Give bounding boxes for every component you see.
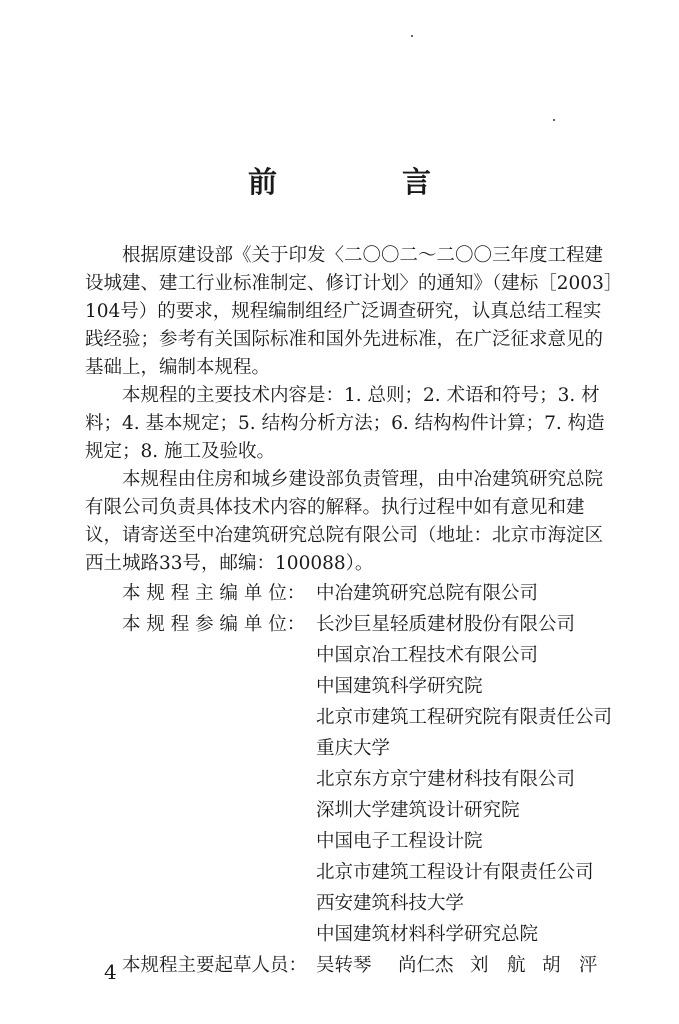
- paragraph-3-line: 有限公司负责具体技术内容的解释。执行过程中如有意见和建: [85, 497, 585, 518]
- paragraph-2-line: 本规程的主要技术内容是：1. 总则；2. 术语和符号；3. 材: [122, 385, 600, 406]
- participating-unit-name: 北京市建筑工程研究院有限责任公司: [316, 707, 613, 728]
- drafters-label: 本规程主要起草人员：: [122, 955, 308, 976]
- drafter-name: 尚仁杰: [398, 955, 454, 976]
- paragraph-1-line: 根据原建设部《关于印发〈二〇〇二～二〇〇三年度工程建: [122, 245, 604, 266]
- drafter-name: 吴转琴: [316, 955, 372, 976]
- participating-unit-name: 北京市建筑工程设计有限责任公司: [316, 862, 594, 883]
- participating-unit-name: 中国电子工程设计院: [316, 831, 483, 852]
- participating-units-label: 本 规 程 参 编 单 位：: [122, 614, 306, 635]
- paragraph-3-line: 西土城路33号，邮编：100088）。: [85, 553, 374, 574]
- page-title: 前 言: [247, 165, 479, 199]
- paragraph-2-line: 料；4. 基本规定；5. 结构分析方法；6. 结构构件计算；7. 构造: [85, 413, 605, 434]
- paragraph-1-line: 践经验；参考有关国际标准和国外先进标准，在广泛征求意见的: [85, 329, 604, 350]
- scan-speck: [411, 35, 413, 37]
- paragraph-3-line: 议，请寄送至中冶建筑研究总院有限公司（地址：北京市海淀区: [85, 525, 604, 546]
- participating-unit-name: 中国建筑材料科学研究总院: [316, 924, 539, 945]
- paragraph-3-line: 本规程由住房和城乡建设部负责管理，由中冶建筑研究总院: [122, 469, 604, 490]
- paragraph-2-line: 规定；8. 施工及验收。: [85, 441, 276, 462]
- participating-unit-name: 西安建筑科技大学: [316, 893, 465, 914]
- participating-unit-name: 北京东方京宁建材科技有限公司: [316, 769, 576, 790]
- drafter-name: 胡 泙: [542, 955, 598, 976]
- drafter-name: 刘 航: [470, 955, 526, 976]
- page-number: 4: [104, 960, 117, 984]
- scan-speck: [553, 119, 555, 121]
- participating-unit-name: 中国建筑科学研究院: [316, 676, 483, 697]
- paragraph-1-line: 104号）的要求，规程编制组经广泛调查研究，认真总结工程实: [85, 301, 602, 322]
- participating-unit-name: 深圳大学建筑设计研究院: [316, 800, 520, 821]
- participating-unit-name: 中国京冶工程技术有限公司: [316, 645, 539, 666]
- participating-unit-name: 重庆大学: [316, 738, 391, 759]
- paragraph-1-line: 基础上，编制本规程。: [85, 357, 271, 378]
- chief-unit-name: 中冶建筑研究总院有限公司: [316, 583, 539, 604]
- chief-unit-label: 本 规 程 主 编 单 位：: [122, 583, 306, 604]
- participating-unit-name: 长沙巨星轻质建材股份有限公司: [316, 614, 576, 635]
- paragraph-1-line: 设城建、建工行业标准制定、修订计划〉的通知》（建标［2003］: [85, 273, 623, 294]
